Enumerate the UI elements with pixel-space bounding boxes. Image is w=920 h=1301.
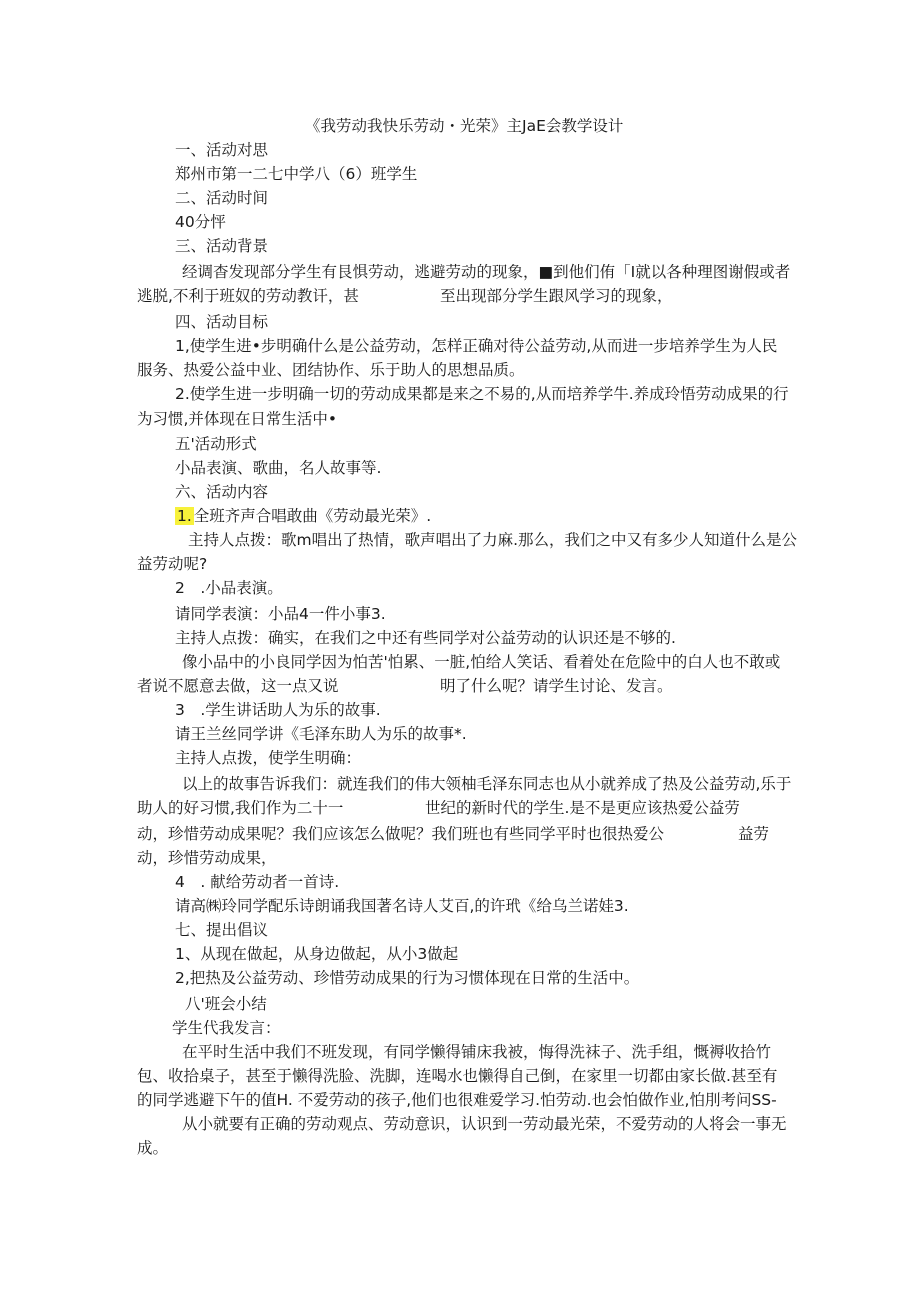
paragraph-line: 益劳 [738,825,770,843]
item-number-highlight: 1. [177,507,192,525]
paragraph-line: 主持人点拨：确实，在我们之中还有些同学对公益劳动的认识还是不够的. [175,629,676,647]
speaker-label: 学生代我发言： [172,1019,281,1037]
paragraph-line: 成。 [137,1139,169,1157]
paragraph-line: 助人的好习惯,我们作为二十一 [137,799,344,817]
section-heading-2: 二、活动时间 [175,189,269,207]
paragraph-line: 从小就要有正确的劳动观点、劳动意识，认识到一劳动最光荣，不爱劳动的人将会一事无 [182,1115,787,1133]
section-heading-6: 六、活动内容 [175,483,269,501]
paragraph-line: 主持人点拨，使学生明确： [175,749,362,767]
paragraph-line: 者说不愿意去做，这一点又说 [137,677,339,695]
section-body-2: 40分怦 [175,213,226,231]
paragraph-line: 2.使学生进一步明确一切的劳动成果都是来之不易的,从而培养学牛.养成玲悟劳动成果的行 [175,385,789,403]
proposal-item-2: 2,把热及公益劳动、珍惜劳动成果的行为习惯体现在日常的生活中。 [175,969,640,987]
paragraph-line: 在平时生活中我们不班发现，有同学懒得铺床我被，悔得洗袜子、洗手组，慨褥收拾竹 [182,1043,772,1061]
paragraph-line: 包、收拾桌子，甚至于懒得洗脸、洗脚，连喝水也懒得自己倒，在家里一切都由家长做.甚至有 [137,1067,778,1085]
paragraph-line: 请高㈱玲同学配乐诗朗诵我国著名诗人艾百,的许玳《给乌兰诺娃3. [175,897,629,915]
paragraph-line: 至出现部分学生跟风学习的现象， [440,287,673,305]
paragraph-line: 请同学表演：小品4一件小事3. [175,605,386,623]
paragraph-line: 以上的故事告诉我们：就连我们的伟大领柚毛泽东同志也从小就养成了热及公益劳动,乐于 [182,775,792,793]
section-heading-1: 一、活动对思 [175,141,269,159]
paragraph-line: 1,使学生进•步明确什么是公益劳动，怎样正确对待公益劳动,从而进一步培养学生为人民 [175,337,778,355]
section-heading-8: 八'班会小结 [185,995,267,1013]
section-heading-3: 三、活动背景 [175,237,269,255]
content-item-1 [175,506,431,526]
paragraph-line: 为习惯,并体现在日常生活中• [137,410,338,428]
section-heading-7: 七、提出倡议 [175,921,269,939]
section-heading-4: 四、活动目标 [175,313,269,331]
content-item-4: 4 . 献给劳动者一首诗. [175,873,340,891]
paragraph-line: 逃脱,不利于班奴的劳动教讦，甚 [137,287,359,305]
paragraph-line: 服务、热爱公益中业、团结协作、乐于助人的思想品质。 [137,361,525,379]
paragraph-line: 动，珍惜劳动成果呢？我们应该怎么做呢？我们班也有些同学平时也很热爱公 [137,825,665,843]
paragraph-line: 明了什么呢？请学生讨论、发言。 [440,677,673,695]
paragraph-line: 世纪的新时代的学生.是不是更应该热爱公益劳 [425,799,740,817]
paragraph-line: 主持人点拨：歌m唱出了热情，歌声唱出了力麻.那么，我们之中又有多少人知道什么是公 [188,531,798,549]
paragraph-line: 经调杳发现部分学生有艮惧劳动，逃避劳动的现象，■到他们侑「I就以各种理图谢假或者 [182,263,791,281]
section-body-5: 小品表演、歌曲，名人故事等. [175,459,382,477]
section-heading-5: 五'活动形式 [175,435,257,453]
content-item-3: 3 .学生讲话助人为乐的故事. [175,701,381,719]
paragraph-line: 像小品中的小良同学因为怕苦'怕累、一脏,怕给人笑话、看着处在危险中的白人也不敢或 [182,653,781,671]
proposal-item-1: 1、从现在做起，从身边做起，从小3做起 [175,945,459,963]
paragraph-line: 的同学逃避下午的值H. 不爱劳动的孩子,他们也很难爱学习.怕劳动.也会怕做作业,怕刖考问SS- [137,1091,777,1109]
page-title: 《我劳动我快乐劳动・光荣》主JaE会教学设计 [305,117,624,135]
content-item-2: 2 .小品表演。 [175,579,283,597]
section-body-1: 郑州市第一二七中学八（6）班学生 [175,165,418,183]
paragraph-line: 益劳动呢? [137,555,208,573]
paragraph-line: 请王兰丝同学讲《毛泽东助人为乐的故事*. [175,725,467,743]
paragraph-line: 动，珍惜劳动成果， [137,849,277,867]
item-text: 全班齐声合唱敢曲《劳动最光荣》. [193,507,432,525]
